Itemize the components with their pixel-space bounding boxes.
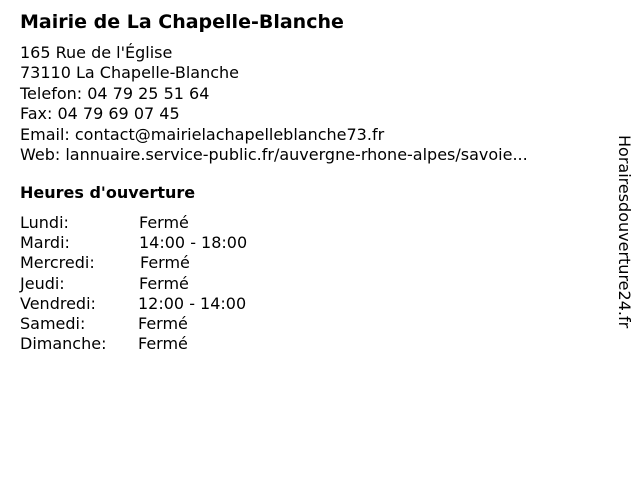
opening-hours-heading: Heures d'ouverture	[20, 183, 196, 202]
hours-value: Fermé	[138, 313, 188, 333]
hours-value: 12:00 - 14:00	[138, 293, 247, 313]
page-title: Mairie de La Chapelle-Blanche	[20, 11, 344, 33]
address-street: 165 Rue de l'Église	[20, 43, 173, 62]
phone-number: Telefon: 04 79 25 51 64	[20, 83, 210, 103]
fax-number: Fax: 04 79 69 07 45	[20, 104, 180, 124]
day-label: Samedi:	[20, 313, 86, 333]
day-label: Mardi:	[20, 233, 70, 253]
contact-info	[20, 43, 528, 165]
day-label: Dimanche:	[20, 334, 107, 354]
hours-value: Fermé	[139, 213, 189, 232]
day-label: Lundi:	[20, 213, 69, 232]
site-brand-watermark: Horairesdouverture24.fr	[615, 135, 634, 329]
hours-value: 14:00 - 18:00	[139, 233, 248, 253]
day-label: Jeudi:	[20, 273, 65, 293]
hours-value: Fermé	[140, 253, 190, 273]
hours-value: Fermé	[138, 334, 188, 354]
email-address: Email: contact@mairielachapelleblanche73.fr	[20, 124, 385, 144]
hours-value: Fermé	[139, 273, 189, 293]
day-label: Mercredi:	[20, 253, 95, 273]
day-label: Vendredi:	[20, 293, 96, 313]
website-url: Web: lannuaire.service-public.fr/auvergne-rhone-alpes/savoie...	[20, 145, 528, 165]
address-city: 73110 La Chapelle-Blanche	[20, 63, 239, 83]
